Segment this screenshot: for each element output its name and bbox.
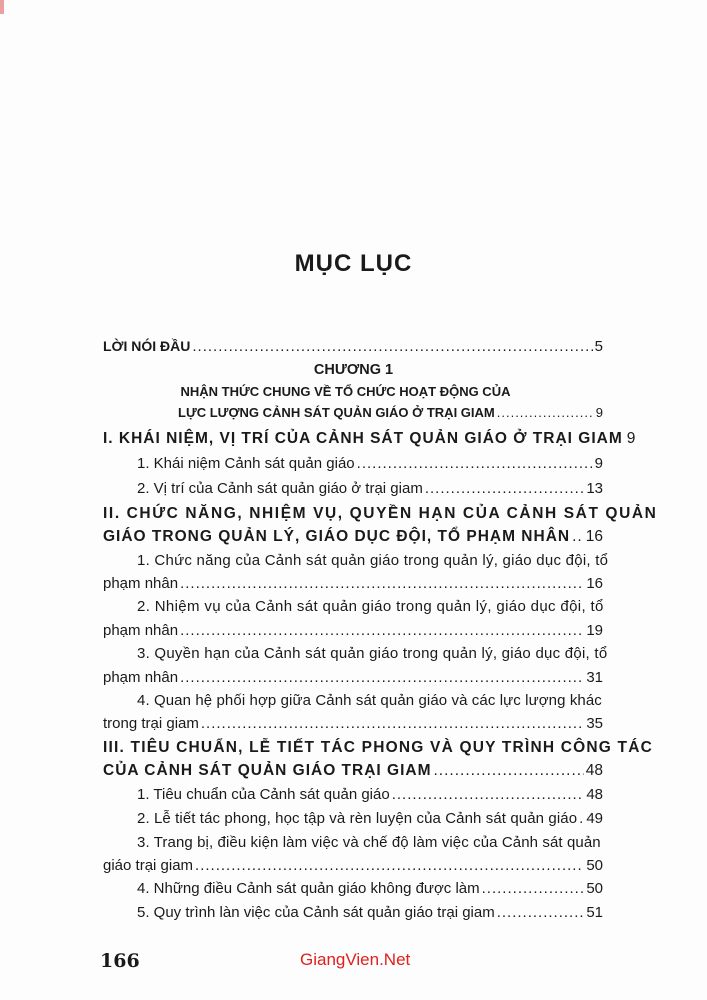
toc-entry-line1: 2. Nhiệm vụ của Cảnh sát quản giáo trong quản lý, giáo dục đội, tổ xyxy=(137,598,604,615)
entry-page: 9 xyxy=(594,455,603,472)
entry-page: 16 xyxy=(585,528,603,545)
entry-text: trong trại giam xyxy=(103,715,199,732)
toc-entry xyxy=(103,669,603,689)
toc-entry-line1: 3. Trang bị, điều kiện làm việc và chế độ làm việc của Cảnh sát quản xyxy=(137,834,601,851)
entry-page: 16 xyxy=(586,575,603,592)
toc-entry-preface xyxy=(103,338,603,358)
entry-text: 4. Những điều Cảnh sát quản giáo không được làm xyxy=(137,880,480,897)
toc-entry-line1: 1. Chức năng của Cảnh sát quản giáo trong quản lý, giáo dục đội, tổ xyxy=(137,552,609,569)
toc-entry xyxy=(103,857,603,877)
toc-entry xyxy=(137,480,603,500)
toc-entry xyxy=(137,810,603,830)
toc-entry xyxy=(137,904,603,924)
entry-text: 1. Tiêu chuẩn của Cảnh sát quản giáo xyxy=(137,786,390,803)
entry-page: 48 xyxy=(586,786,603,803)
entry-text: 5. Quy trình làn việc của Cảnh sát quản giáo trại giam xyxy=(137,904,495,921)
toc-section-1 xyxy=(103,430,636,450)
entry-page: 50 xyxy=(586,880,603,897)
toc-entry xyxy=(137,880,603,900)
toc-section-3-line1: III. TIÊU CHUẨN, LỄ TIẾT TÁC PHONG VÀ QUY TRÌNH CÔNG TÁC xyxy=(103,739,654,756)
entry-text: phạm nhân xyxy=(103,622,179,639)
page-number: 166 xyxy=(100,950,140,972)
entry-page: 48 xyxy=(585,762,603,779)
toc-section-2-line1: II. CHỨC NĂNG, NHIỆM VỤ, QUYỀN HẠN CỦA CẢNH SÁT QUẢN xyxy=(103,505,658,522)
toc-section-3 xyxy=(103,762,603,782)
toc-entry xyxy=(137,455,603,475)
toc-entry xyxy=(103,575,603,595)
entry-text: LỰC LƯỢNG CẢNH SÁT QUẢN GIÁO Ở TRẠI GIAM xyxy=(178,405,495,420)
entry-text: giáo trại giam xyxy=(103,857,194,874)
chapter-title-line1: NHẬN THỨC CHUNG VỀ TỔ CHỨC HOẠT ĐỘNG CỦA xyxy=(180,384,511,399)
toc-entry-line1: 4. Quan hệ phối hợp giữa Cảnh sát quản giáo và các lực lượng khác xyxy=(137,692,602,709)
entry-text: I. KHÁI NIỆM, VỊ TRÍ CỦA CẢNH SÁT QUẢN GIÁO Ở TRẠI GIAM xyxy=(103,430,623,447)
entry-page: 9 xyxy=(626,430,636,447)
chapter-label: CHƯƠNG 1 xyxy=(313,362,394,378)
watermark: GiangVien.Net xyxy=(300,950,411,969)
entry-page: 9 xyxy=(595,405,603,420)
entry-page: 31 xyxy=(586,669,603,686)
entry-text: phạm nhân xyxy=(103,669,179,686)
toc-entry xyxy=(103,622,603,642)
entry-page: 49 xyxy=(586,810,603,827)
entry-text: CỦA CẢNH SÁT QUẢN GIÁO TRẠI GIAM xyxy=(103,762,432,779)
entry-text: LỜI NÓI ĐẦU xyxy=(103,338,191,354)
chapter-title-line2 xyxy=(178,405,603,425)
entry-text: GIÁO TRONG QUẢN LÝ, GIÁO DỤC ĐỘI, TỔ PHẠM NHÂN xyxy=(103,528,571,545)
entry-page: 51 xyxy=(586,904,603,921)
page-edge-mark xyxy=(0,0,4,14)
entry-page: 5 xyxy=(594,338,603,355)
toc-entry xyxy=(137,786,603,806)
toc-section-2 xyxy=(103,528,603,548)
entry-text: phạm nhân xyxy=(103,575,179,592)
entry-page: 13 xyxy=(586,480,603,497)
page-title: MỤC LỤC xyxy=(294,250,413,277)
toc-entry xyxy=(103,715,603,735)
entry-text: 2. Lễ tiết tác phong, học tập và rèn luyện của Cảnh sát quản giáo xyxy=(137,810,578,827)
entry-text: 1. Khái niệm Cảnh sát quản giáo xyxy=(137,455,355,472)
entry-page: 50 xyxy=(586,857,603,874)
entry-page: 19 xyxy=(586,622,603,639)
toc-entry-line1: 3. Quyền hạn của Cảnh sát quản giáo trong quản lý, giáo dục đội, tổ xyxy=(137,645,608,662)
entry-text: 2. Vị trí của Cảnh sát quản giáo ở trại giam xyxy=(137,480,423,497)
entry-page: 35 xyxy=(586,715,603,732)
